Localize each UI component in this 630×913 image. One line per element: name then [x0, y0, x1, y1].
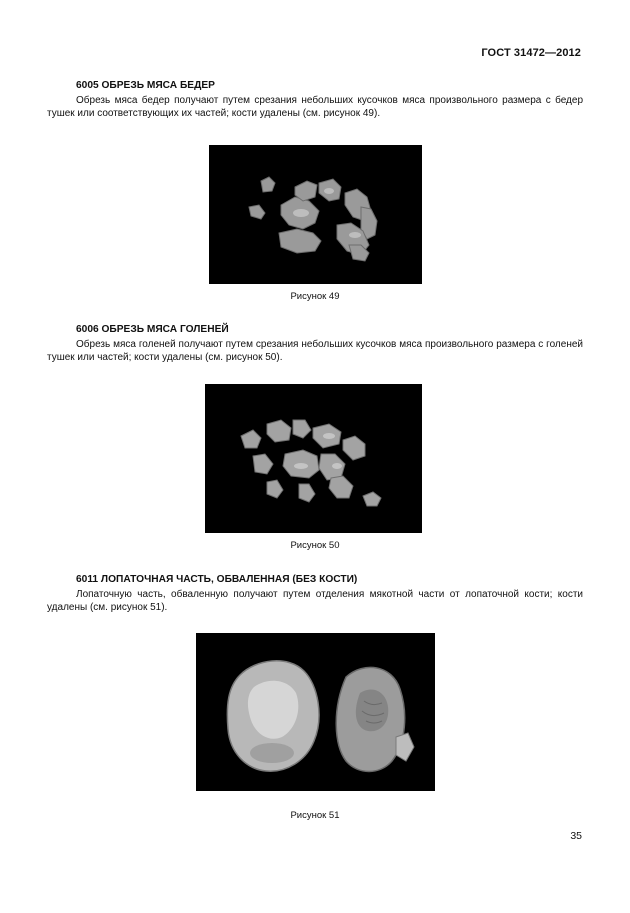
figure-49-photo	[209, 145, 422, 284]
figure-50-caption: Рисунок 50	[290, 540, 340, 551]
section-title-6006: 6006 ОБРЕЗЬ МЯСА ГОЛЕНЕЙ	[76, 324, 229, 335]
boneless-shoulder-image	[196, 633, 435, 791]
section-text-6011: Лопаточную часть, обваленную получают путем отделения мякотной части от лопаточной кости; кости удалены (см. рисунок 51).	[47, 589, 583, 613]
meat-trimmings-shin-image	[205, 384, 422, 533]
figure-51-caption: Рисунок 51	[290, 810, 340, 821]
section-text-6005: Обрезь мяса бедер получают путем срезания небольших кусочков мяса произвольного размера с бедер тушек или соответствующих их частей; кости удалены (см. рисунок 49).	[47, 95, 583, 119]
document-header: ГОСТ 31472—2012	[481, 47, 581, 59]
section-text-6006: Обрезь мяса голеней получают путем срезания небольших кусочков мяса произвольного размера с голеней тушек или частей; кости удалены (см. рисунок 50).	[47, 339, 583, 363]
section-title-6011: 6011 ЛОПАТОЧНАЯ ЧАСТЬ, ОБВАЛЕННАЯ (БЕЗ КОСТИ)	[76, 574, 358, 585]
page-number: 35	[570, 830, 582, 842]
figure-51-photo	[196, 633, 435, 791]
figure-49-caption: Рисунок 49	[290, 291, 340, 302]
section-title-6005: 6005 ОБРЕЗЬ МЯСА БЕДЕР	[76, 80, 215, 91]
meat-trimmings-thigh-image	[209, 145, 422, 284]
figure-50-photo	[205, 384, 422, 533]
